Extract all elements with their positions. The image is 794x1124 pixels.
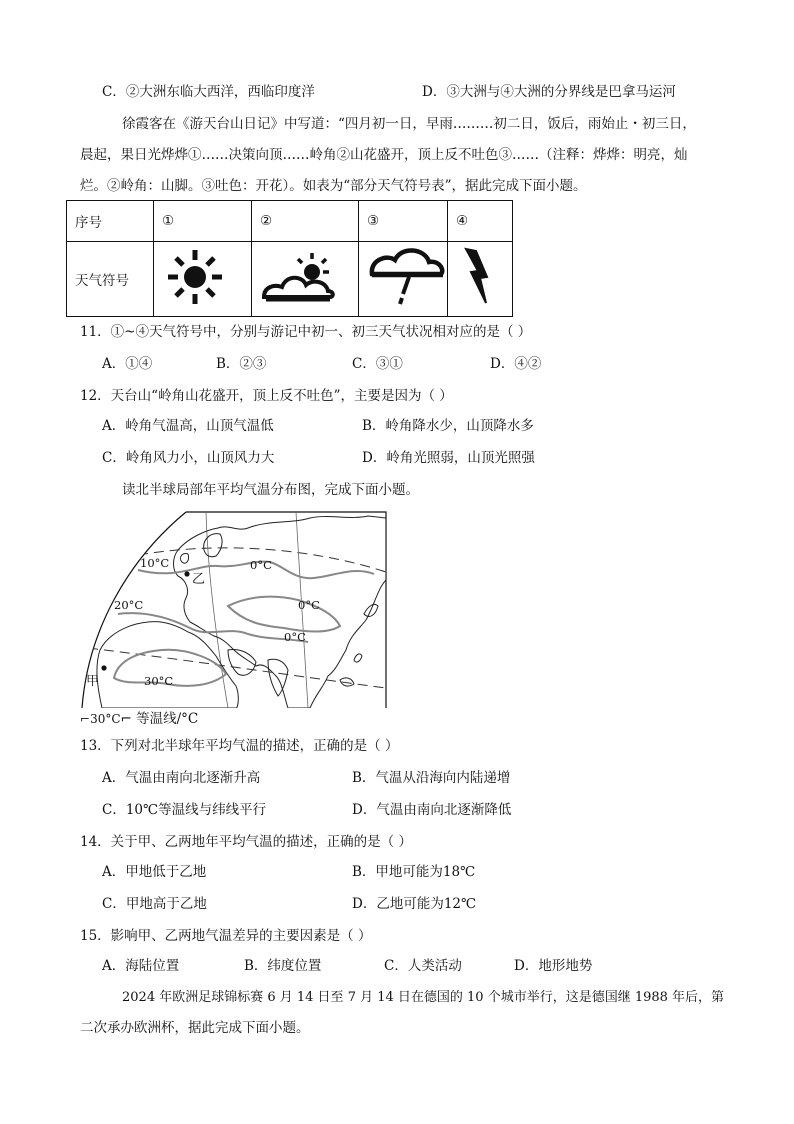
question-12-stem: 12．天台山“岭角山花盛开，顶上反不吐色”，主要是因为（ ）: [80, 388, 453, 404]
q11-option-d: D．④②: [490, 356, 542, 372]
q14-option-a: A．甲地低于乙地: [102, 864, 207, 880]
weather-symbol-table: [66, 200, 513, 317]
q12-option-a: A．岭角气温高，山顶气温低: [102, 418, 274, 434]
q12-option-c: C．岭角风力小，山顶风力大: [102, 450, 275, 466]
q14-option-d: D．乙地可能为12℃: [352, 896, 477, 912]
legend-dash: ⌐: [120, 711, 137, 727]
map-legend: [80, 707, 198, 727]
passage-line-1: 徐霞客在《游天台山日记》中写道：“四月初一日，早雨………初二日，饭后，雨始止・初三日，: [122, 116, 696, 132]
legend-value: 30°C: [90, 712, 121, 726]
passage2-line-2: 二次承办欧洲杯，据此完成下面小题。: [80, 1020, 310, 1036]
symbol-cell-4: [448, 242, 513, 317]
table-num-1: ①: [154, 201, 252, 242]
q15-option-b: B．纬度位置: [244, 958, 322, 974]
isotherm-map: [78, 510, 388, 708]
isotherm-label-10: 10°C: [140, 556, 170, 570]
question-15-stem: 15．影响甲、乙两地气温差异的主要因素是（ ）: [80, 928, 372, 944]
isotherm-label-0-b: 0°C: [298, 598, 320, 612]
q14-option-c: C．甲地高于乙地: [102, 896, 207, 912]
isotherm-label-20: 20°C: [114, 598, 144, 612]
table-num-2: ②: [252, 201, 359, 242]
q15-option-d: D．地形地势: [514, 958, 593, 974]
passage-line-3: 烂。②岭角：山脚。③吐色：开花）。如表为“部分天气符号表”，据此完成下面小题。: [80, 178, 587, 194]
passage-line-2: 晨起，果日光烨烨①……决策向顶……岭角②山花盛开，顶上反不吐色③……（注释：烨烨：明亮，灿: [80, 147, 688, 163]
question-14-stem: 14．关于甲、乙两地年平均气温的描述，正确的是（ ）: [80, 834, 412, 850]
isotherm-label-0-c: 0°C: [284, 630, 306, 644]
table-label-symbol: 天气符号: [67, 242, 154, 317]
q13-option-a: A．气温由南向北逐渐升高: [102, 770, 261, 786]
q15-option-a: A．海陆位置: [102, 958, 180, 974]
symbol-cell-1: [154, 242, 252, 317]
q11-option-a: A．①④: [102, 356, 153, 372]
table-label-index: 序号: [67, 201, 154, 242]
partly-cloudy-icon: [260, 247, 340, 307]
isotherm-label-0-a: 0°C: [250, 558, 272, 572]
table-num-4: ④: [448, 201, 513, 242]
q14-option-b: B．甲地可能为18℃: [352, 864, 476, 880]
location-yi: 乙: [192, 572, 206, 587]
symbol-cell-3: [359, 242, 448, 317]
question-13-stem: 13．下列对北半球年平均气温的描述，正确的是（ ）: [80, 738, 399, 754]
q11-option-c: C．③①: [352, 356, 403, 372]
legend-text: 等温线/°C: [136, 711, 199, 727]
rain-cloud-icon: [367, 244, 447, 310]
option-c-prev: C．②大洲东临大西洋，西临印度洋: [102, 84, 315, 100]
location-jia: 甲: [86, 674, 100, 689]
question-11-stem: 11．①~④天气符号中，分别与游记中初一、初三天气状况相对应的是（ ）: [80, 324, 532, 340]
q13-option-b: B．气温从沿海向内陆递增: [352, 770, 511, 786]
legend-symbol: ⌐: [80, 712, 91, 726]
q12-option-b: B．岭角降水少，山顶降水多: [362, 418, 534, 434]
q15-option-c: C．人类活动: [384, 958, 462, 974]
map-intro: 读北半球局部年平均气温分布图，完成下面小题。: [122, 482, 419, 498]
passage2-line-1: 2024 年欧洲足球锦标赛 6 月 14 日至 7 月 14 日在德国的 10 个城市举行，这是德国继 1988 年后，第: [122, 990, 725, 1005]
option-d-prev: D．③大洲与④大洲的分界线是巴拿马运河: [422, 84, 676, 100]
q13-option-c: C．10℃等温线与纬线平行: [102, 802, 267, 818]
q11-option-b: B．②③: [216, 356, 267, 372]
table-num-3: ③: [359, 201, 448, 242]
q12-option-d: D．岭角光照弱，山顶光照强: [362, 450, 535, 466]
sun-icon: [162, 247, 232, 307]
q13-option-d: D．气温由南向北逐渐降低: [352, 802, 512, 818]
isotherm-label-30: 30°C: [144, 674, 174, 688]
symbol-cell-2: [252, 242, 359, 317]
lightning-icon: [456, 245, 496, 309]
